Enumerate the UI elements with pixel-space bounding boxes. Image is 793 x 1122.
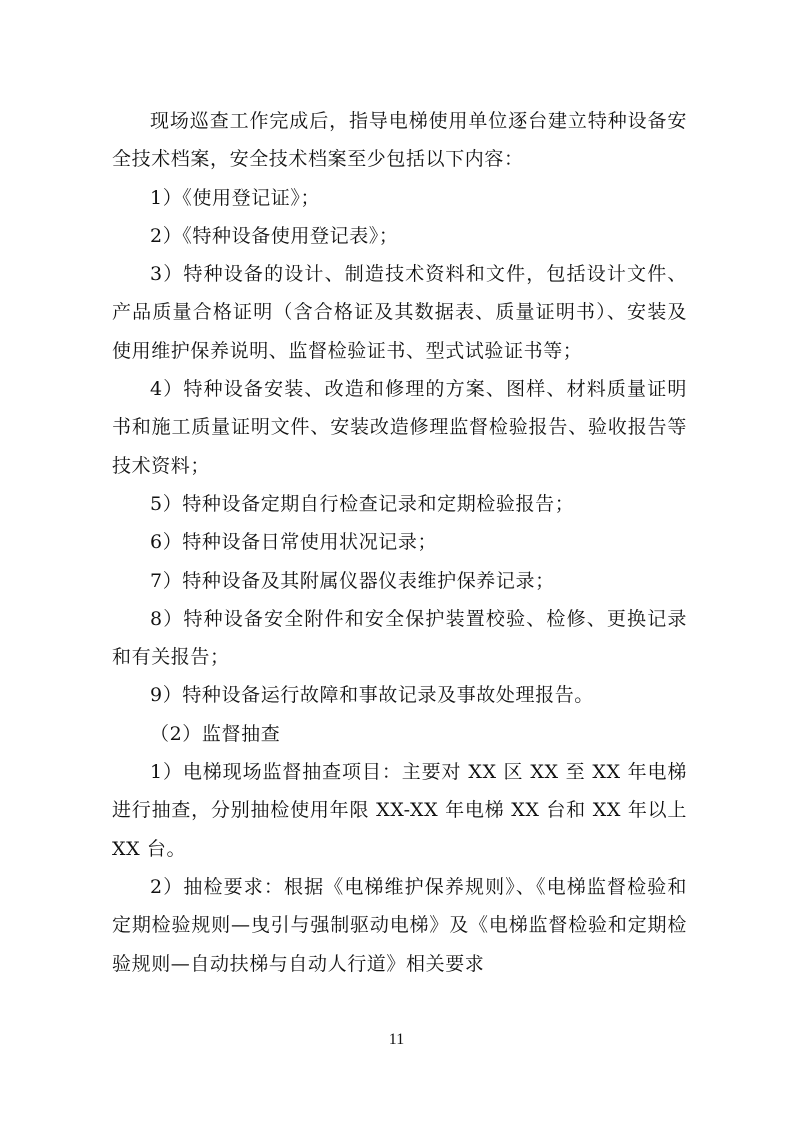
list-item-maintenance-records: 7）特种设备及其附属仪器仪表维护保养记录； (150, 569, 555, 592)
list-item-registration-form: 2）《特种设备使用登记表》； (150, 224, 399, 247)
list-item-installation-documents: 4）特种设备安装、改造和修理的方案、图样、材料质量证明书和施工质量证明文件、安装改造修理监督检验报告、验收报告等技术资料； (112, 378, 687, 477)
list-item-inspection-records: 5）特种设备定期自行检查记录和定期检验报告； (150, 492, 575, 515)
list-item-fault-accident-records: 9）特种设备运行故障和事故记录及事故处理报告。 (150, 684, 594, 707)
paragraph-inspection-items: 1）电梯现场监督抽查项目：主要对 XX 区 XX 至 XX 年电梯进行抽查，分别抽检使用年限 XX-XX 年电梯 XX 台和 XX 年以上 XX 台。 (112, 761, 687, 860)
list-item-safety-accessory-records: 8）特种设备安全附件和安全保护装置校验、检修、更换记录和有关报告； (112, 607, 687, 669)
paragraph-inspection-requirements: 2）抽检要求：根据《电梯维护保养规则》、《电梯监督检验和定期检验规则—曳引与强制驱动电梯》及《电梯监督检验和定期检验规则—自动扶梯与自动人行道》相关要求 (112, 875, 687, 975)
page-number: 11 (388, 1031, 405, 1048)
section-heading-supervision: （2）监督抽查 (150, 722, 281, 745)
paragraph-intro: 现场巡查工作完成后，指导电梯使用单位逐台建立特种设备安全技术档案，安全技术档案至少包括以下内容： (112, 110, 687, 171)
list-item-registration-certificate: 1）《使用登记证》； (150, 186, 321, 209)
document-body (112, 102, 687, 983)
list-item-daily-usage-records: 6）特种设备日常使用状况记录； (150, 531, 438, 554)
list-item-design-documents: 3）特种设备的设计、制造技术资料和文件，包括设计文件、产品质量合格证明（含合格证及其数据表、质量证明书）、安装及使用维护保养说明、监督检验证书、型式试验证书等； (112, 263, 687, 362)
